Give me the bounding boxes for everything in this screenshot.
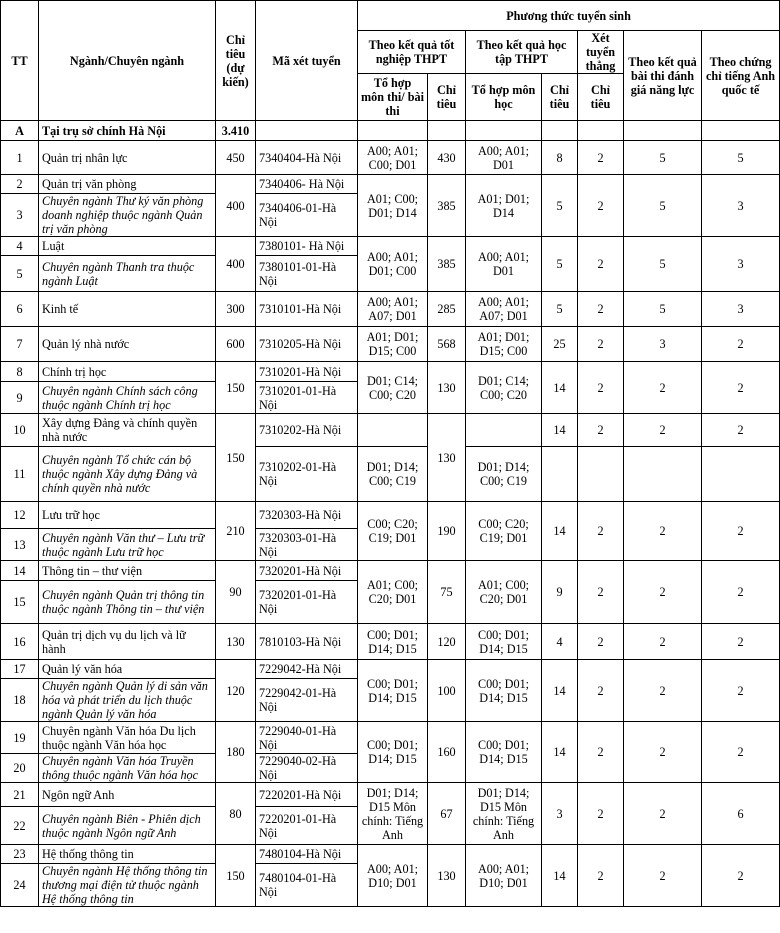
row-name: Chuyên ngành Quản lý di sản văn hóa và phát triển du lịch thuộc ngành Quản lý văn hóa [39, 679, 216, 722]
row-quota: 150 [216, 414, 256, 502]
row-name: Chuyên ngành Văn hóa Truyền thông thuộc ngành Văn hóa học [39, 754, 216, 783]
row-chi-tieu-hoc: 5 [542, 292, 578, 327]
row-quota: 130 [216, 624, 256, 660]
row-xet-thang: 2 [578, 292, 624, 327]
row-chi-tieu-hoc: 14 [542, 845, 578, 907]
row-name: Thông tin – thư viện [39, 561, 216, 581]
row-name: Quản lý nhà nước [39, 327, 216, 362]
section-name: Tại trụ sở chính Hà Nội [39, 121, 216, 141]
row-quota: 210 [216, 502, 256, 561]
row-tt: 8 [1, 362, 39, 382]
row-chi-tieu-hoc: 9 [542, 561, 578, 624]
row-chi-tieu-hoc: 14 [542, 722, 578, 783]
row-tieng-anh: 2 [702, 722, 780, 783]
row-name: Ngôn ngữ Anh [39, 783, 216, 807]
row-xet-thang: 2 [578, 502, 624, 561]
row-name: Hệ thống thông tin [39, 845, 216, 864]
section-total: 3.410 [216, 121, 256, 141]
row-code: 7320303-01-Hà Nội [256, 529, 358, 561]
header-phuongthuc: Phương thức tuyển sinh [358, 1, 780, 31]
row-to-hop-thi: A00; A01; A07; D01 [358, 292, 428, 327]
row-tt: 2 [1, 175, 39, 194]
row-tt: 9 [1, 382, 39, 414]
header-chi-tieu-hoc: Chỉ tiêu [542, 74, 578, 121]
table-row [1, 722, 780, 754]
row-tieng-anh: 2 [702, 502, 780, 561]
row-tieng-anh: 2 [702, 845, 780, 907]
row-code: 7340406-01-Hà Nội [256, 194, 358, 237]
row-dgnl: 2 [624, 414, 702, 447]
row-to-hop-hoc: C00; D01; D14; D15 [466, 660, 542, 722]
row-code: 7310202-Hà Nội [256, 414, 358, 447]
row-dgnl: 5 [624, 237, 702, 292]
table-row [1, 362, 780, 382]
row-tt: 10 [1, 414, 39, 447]
row-name: Quản trị nhân lực [39, 141, 216, 175]
row-to-hop-thi: C00; C20; C19; D01 [358, 502, 428, 561]
table-row [1, 561, 780, 581]
row-name: Kinh tế [39, 292, 216, 327]
row-code: 7340404-Hà Nội [256, 141, 358, 175]
row-to-hop-hoc: A01; D01; D14 [466, 175, 542, 237]
row-to-hop-hoc: D01; D14; C00; C19 [466, 447, 542, 502]
row-code: 7380101- Hà Nội [256, 237, 358, 256]
row-tieng-anh: 2 [702, 362, 780, 414]
row-chi-tieu-thi: 75 [428, 561, 466, 624]
row-chi-tieu-thi: 67 [428, 783, 466, 845]
row-xet-thang: 2 [578, 561, 624, 624]
table-row [1, 660, 780, 679]
row-xet-thang: 2 [578, 660, 624, 722]
row-xet-thang: 2 [578, 327, 624, 362]
row-name: Luật [39, 237, 216, 256]
row-code: 7229040-02-Hà Nội [256, 754, 358, 783]
header-to-hop-thi: Tổ hợp môn thi/ bài thi [358, 74, 428, 121]
row-xet-thang [578, 447, 624, 502]
row-tt: 15 [1, 581, 39, 624]
row-code: 7220201-Hà Nội [256, 783, 358, 807]
row-code: 7310101-Hà Nội [256, 292, 358, 327]
row-quota: 180 [216, 722, 256, 783]
section-tt: A [1, 121, 39, 141]
row-tieng-anh: 2 [702, 414, 780, 447]
row-quota: 450 [216, 141, 256, 175]
row-code: 7480104-01-Hà Nội [256, 864, 358, 907]
header-tt: TT [1, 1, 39, 121]
row-chi-tieu-hoc [542, 447, 578, 502]
row-tieng-anh: 6 [702, 783, 780, 845]
row-name: Chuyên ngành Quản trị thông tin thuộc ngành Thông tin – thư viện [39, 581, 216, 624]
row-to-hop-thi: D01; D14; D15 Môn chính: Tiếng Anh [358, 783, 428, 845]
row-tieng-anh: 2 [702, 327, 780, 362]
row-tt: 19 [1, 722, 39, 754]
row-name: Quản lý văn hóa [39, 660, 216, 679]
row-to-hop-hoc: C00; D01; D14; D15 [466, 722, 542, 783]
row-tieng-anh: 3 [702, 175, 780, 237]
row-code: 7310202-01-Hà Nội [256, 447, 358, 502]
table-row [1, 447, 780, 502]
header-chi-tieu-thang: Chỉ tiêu [578, 74, 624, 121]
row-quota: 120 [216, 660, 256, 722]
row-dgnl: 3 [624, 327, 702, 362]
row-name: Chuyên ngành Chính sách công thuộc ngành Chính trị học [39, 382, 216, 414]
row-tieng-anh: 2 [702, 624, 780, 660]
row-to-hop-thi: C00; D01; D14; D15 [358, 624, 428, 660]
row-code: 7310201-Hà Nội [256, 362, 358, 382]
row-to-hop-thi [358, 414, 428, 447]
row-dgnl: 2 [624, 783, 702, 845]
row-name: Quản trị văn phòng [39, 175, 216, 194]
row-to-hop-hoc: A01; C00; C20; D01 [466, 561, 542, 624]
header-xet-thang: Xét tuyển thẳng [578, 31, 624, 74]
row-name: Chuyên ngành Hệ thống thông tin thương mại điện tử thuộc ngành Hệ thống thông tin [39, 864, 216, 907]
row-chi-tieu-thi: 130 [428, 414, 466, 502]
row-chi-tieu-thi: 100 [428, 660, 466, 722]
row-chi-tieu-hoc: 5 [542, 237, 578, 292]
row-chi-tieu-thi: 385 [428, 175, 466, 237]
table-row [1, 624, 780, 660]
row-tt: 22 [1, 807, 39, 845]
row-to-hop-hoc: A00; A01; D01 [466, 237, 542, 292]
row-to-hop-thi: C00; D01; D14; D15 [358, 722, 428, 783]
header-chi-tieu-thi: Chỉ tiêu [428, 74, 466, 121]
table-row [1, 502, 780, 529]
table-row [1, 175, 780, 194]
row-name: Chuyên ngành Thư ký văn phòng doanh nghiệp thuộc ngành Quản trị văn phòng [39, 194, 216, 237]
row-xet-thang: 2 [578, 141, 624, 175]
row-tt: 4 [1, 237, 39, 256]
table-row [1, 237, 780, 256]
table-row [1, 783, 780, 807]
row-tt: 23 [1, 845, 39, 864]
table-row [1, 141, 780, 175]
row-chi-tieu-hoc: 8 [542, 141, 578, 175]
row-xet-thang: 2 [578, 175, 624, 237]
row-name: Xây dựng Đảng và chính quyền nhà nước [39, 414, 216, 447]
row-code: 7480104-Hà Nội [256, 845, 358, 864]
row-code: 7380101-01-Hà Nội [256, 256, 358, 292]
row-code: 7320201-Hà Nội [256, 561, 358, 581]
row-tt: 13 [1, 529, 39, 561]
row-quota: 400 [216, 237, 256, 292]
row-code: 7320201-01-Hà Nội [256, 581, 358, 624]
row-to-hop-thi: A01; C00; C20; D01 [358, 561, 428, 624]
row-chi-tieu-hoc: 25 [542, 327, 578, 362]
row-chi-tieu-hoc: 14 [542, 414, 578, 447]
header-tieng-anh: Theo chứng chỉ tiếng Anh quốc tế [702, 31, 780, 121]
row-dgnl: 2 [624, 660, 702, 722]
row-tt: 12 [1, 502, 39, 529]
row-chi-tieu-hoc: 3 [542, 783, 578, 845]
header-to-hop-hoc: Tổ hợp môn học [466, 74, 542, 121]
row-chi-tieu-thi: 568 [428, 327, 466, 362]
row-to-hop-hoc: A00; A01; D01 [466, 141, 542, 175]
row-to-hop-hoc: C00; C20; C19; D01 [466, 502, 542, 561]
row-to-hop-thi: A00; A01; D10; D01 [358, 845, 428, 907]
header-ma: Mã xét tuyển [256, 1, 358, 121]
header-hoc-tap: Theo kết quả học tập THPT [466, 31, 578, 74]
row-name: Quản trị dịch vụ du lịch và lữ hành [39, 624, 216, 660]
row-dgnl: 2 [624, 362, 702, 414]
header-nganh: Ngành/Chuyên ngành [39, 1, 216, 121]
row-chi-tieu-hoc: 5 [542, 175, 578, 237]
table-row [1, 292, 780, 327]
row-name: Lưu trữ học [39, 502, 216, 529]
row-to-hop-thi: A01; D01; D15; C00 [358, 327, 428, 362]
row-tieng-anh: 3 [702, 292, 780, 327]
table-row [1, 414, 780, 447]
row-xet-thang: 2 [578, 237, 624, 292]
row-chi-tieu-thi: 130 [428, 362, 466, 414]
row-dgnl: 2 [624, 624, 702, 660]
row-to-hop-hoc: D01; C14; C00; C20 [466, 362, 542, 414]
row-code: 7810103-Hà Nội [256, 624, 358, 660]
row-to-hop-thi: A00; A01; D01; C00 [358, 237, 428, 292]
row-xet-thang: 2 [578, 722, 624, 783]
row-chi-tieu-hoc: 14 [542, 362, 578, 414]
row-tieng-anh: 3 [702, 237, 780, 292]
row-name: Chuyên ngành Văn hóa Du lịch thuộc ngành Văn hóa học [39, 722, 216, 754]
row-chi-tieu-hoc: 14 [542, 502, 578, 561]
row-dgnl: 2 [624, 561, 702, 624]
row-tt: 7 [1, 327, 39, 362]
row-code: 7310201-01-Hà Nội [256, 382, 358, 414]
header-dgnl: Theo kết quả bài thi đánh giá năng lực [624, 31, 702, 121]
row-dgnl: 5 [624, 292, 702, 327]
row-dgnl: 2 [624, 845, 702, 907]
row-chi-tieu-hoc: 4 [542, 624, 578, 660]
row-tt: 17 [1, 660, 39, 679]
row-quota: 600 [216, 327, 256, 362]
row-tieng-anh: 2 [702, 660, 780, 722]
row-tt: 1 [1, 141, 39, 175]
row-code: 7220201-01-Hà Nội [256, 807, 358, 845]
row-quota: 90 [216, 561, 256, 624]
row-tieng-anh: 2 [702, 561, 780, 624]
row-name: Chuyên ngành Văn thư – Lưu trữ thuộc ngành Lưu trữ học [39, 529, 216, 561]
table-row [1, 845, 780, 864]
row-tt: 6 [1, 292, 39, 327]
row-chi-tieu-thi: 385 [428, 237, 466, 292]
row-to-hop-hoc: A01; D01; D15; C00 [466, 327, 542, 362]
row-chi-tieu-hoc: 14 [542, 660, 578, 722]
row-xet-thang: 2 [578, 414, 624, 447]
row-dgnl: 5 [624, 175, 702, 237]
row-to-hop-hoc: D01; D14; D15 Môn chính: Tiếng Anh [466, 783, 542, 845]
row-to-hop-thi: D01; D14; C00; C19 [358, 447, 428, 502]
row-dgnl: 2 [624, 502, 702, 561]
table-row [1, 327, 780, 362]
row-name: Chuyên ngành Biên - Phiên dịch thuộc ngành Ngôn ngữ Anh [39, 807, 216, 845]
row-tt: 21 [1, 783, 39, 807]
row-code: 7229042-Hà Nội [256, 660, 358, 679]
row-dgnl: 2 [624, 722, 702, 783]
row-tt: 24 [1, 864, 39, 907]
row-xet-thang: 2 [578, 624, 624, 660]
row-chi-tieu-thi: 285 [428, 292, 466, 327]
row-name: Chuyên ngành Thanh tra thuộc ngành Luật [39, 256, 216, 292]
row-tt: 20 [1, 754, 39, 783]
row-quota: 150 [216, 362, 256, 414]
row-name: Chính trị học [39, 362, 216, 382]
row-xet-thang: 2 [578, 845, 624, 907]
row-quota: 300 [216, 292, 256, 327]
row-quota: 80 [216, 783, 256, 845]
row-chi-tieu-thi: 160 [428, 722, 466, 783]
row-tieng-anh: 5 [702, 141, 780, 175]
header-tn-thpt: Theo kết quả tốt nghiệp THPT [358, 31, 466, 74]
row-code: 7340406- Hà Nội [256, 175, 358, 194]
row-chi-tieu-thi: 120 [428, 624, 466, 660]
row-code: 7229040-01-Hà Nội [256, 722, 358, 754]
row-tt: 3 [1, 194, 39, 237]
row-xet-thang: 2 [578, 362, 624, 414]
row-chi-tieu-thi: 130 [428, 845, 466, 907]
row-tieng-anh [702, 447, 780, 502]
row-tt: 18 [1, 679, 39, 722]
row-tt: 5 [1, 256, 39, 292]
row-to-hop-thi: A01; C00; D01; D14 [358, 175, 428, 237]
row-quota: 150 [216, 845, 256, 907]
row-tt: 14 [1, 561, 39, 581]
row-chi-tieu-thi: 190 [428, 502, 466, 561]
row-code: 7320303-Hà Nội [256, 502, 358, 529]
row-dgnl: 5 [624, 141, 702, 175]
row-to-hop-thi: C00; D01; D14; D15 [358, 660, 428, 722]
row-code: 7229042-01-Hà Nội [256, 679, 358, 722]
row-chi-tieu-thi: 430 [428, 141, 466, 175]
row-to-hop-hoc: A00; A01; A07; D01 [466, 292, 542, 327]
row-to-hop-hoc [466, 414, 542, 447]
row-to-hop-thi: D01; C14; C00; C20 [358, 362, 428, 414]
row-name: Chuyên ngành Tổ chức cán bộ thuộc ngành Xây dựng Đảng và chính quyền nhà nước [39, 447, 216, 502]
row-xet-thang: 2 [578, 783, 624, 845]
row-tt: 16 [1, 624, 39, 660]
header-chitieu: Chỉ tiêu (dự kiến) [216, 1, 256, 121]
row-to-hop-hoc: A00; A01; D10; D01 [466, 845, 542, 907]
row-code: 7310205-Hà Nội [256, 327, 358, 362]
row-quota: 400 [216, 175, 256, 237]
row-to-hop-thi: A00; A01; C00; D01 [358, 141, 428, 175]
row-to-hop-hoc: C00; D01; D14; D15 [466, 624, 542, 660]
row-dgnl [624, 447, 702, 502]
row-tt: 11 [1, 447, 39, 502]
